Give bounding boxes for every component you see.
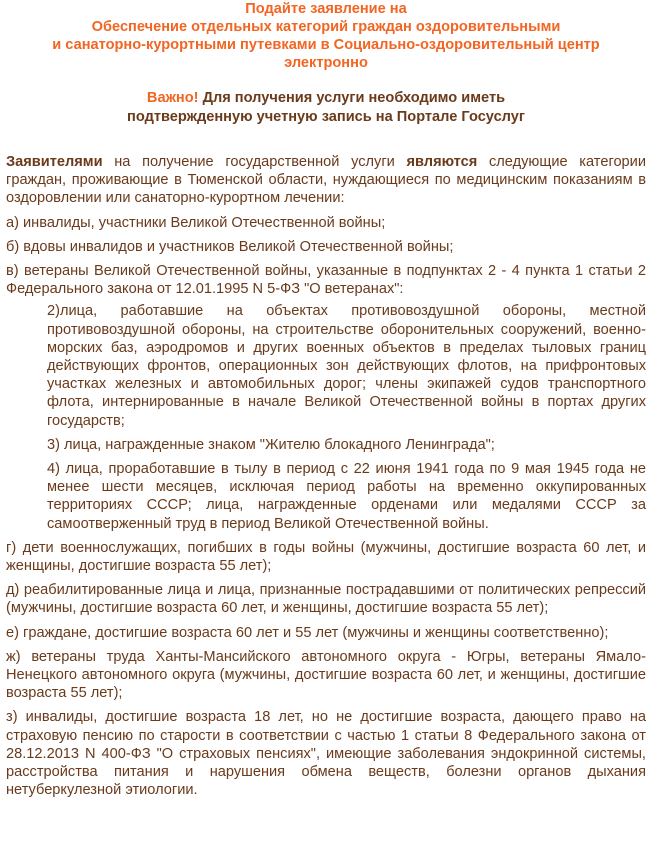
sub-list-item: 3) лица, награжденные знаком "Жителю блокадного Ленинграда"; bbox=[47, 436, 495, 453]
title-line: и санаторно-курортными путевками в Социально-оздоровительный центр bbox=[52, 37, 600, 53]
title-line: Подайте заявление на bbox=[245, 1, 407, 17]
intro-bold-are: являются bbox=[406, 154, 478, 170]
list-item: ж) ветераны труда Ханты-Мансийского автономного округа - Югры, ветераны Ямало-Ненецкого автономного округа (мужчины, достигшие возраста 60 лет, и женщины, достигшие возраста 55 лет); bbox=[6, 648, 646, 702]
sub-list-item: 4) лица, проработавшие в тылу в период с 22 июня 1941 года по 9 мая 1945 года не менее шести месяцев, исключая период работы на временно оккупированных территориях СССР; лица, награжденные орденами или медалями СССР за самоотверженный труд в период Великой Отечественной войны. bbox=[47, 461, 646, 532]
list-item: г) дети военнослужащих, погибших в годы войны (мужчины, достигшие возраста 60 лет, и женщины, достигшие возраста 55 лет); bbox=[6, 539, 646, 575]
important-text-2: подтвержденную учетную запись на Портале Госуслуг bbox=[127, 109, 525, 125]
intro-paragraph bbox=[6, 153, 646, 208]
important-notice bbox=[6, 89, 646, 127]
title-line: Обеспечение отдельных категорий граждан оздоровительными bbox=[91, 19, 561, 35]
list-item: е) граждане, достигшие возраста 60 лет и 55 лет (мужчины и женщины соответственно); bbox=[6, 624, 609, 641]
list-item: з) инвалиды, достигшие возраста 18 лет, но не достигшие возраста, дающего право на страховую пенсию по старости в соответствии с частью 1 статьи 8 Федерального закона от 28.12.2013 N 400-ФЗ "О страховых пенсиях", имеющие заболевания эндокринной системы, расстройства питания и нарушения обмена веществ, болезни органов дыхания нетуберкулезной этиологии. bbox=[6, 709, 646, 799]
important-line-1 bbox=[6, 89, 646, 108]
title-line: электронно bbox=[284, 55, 368, 71]
intro-bold-applicants: Заявителями bbox=[6, 154, 103, 170]
list-item: в) ветераны Великой Отечественной войны, указанные в подпунктах 2 - 4 пункта 1 статьи 2 Федерального закона от 12.01.1995 N 5-ФЗ "О ветеранах": bbox=[6, 263, 646, 298]
intro-text-2: следующие категории граждан, проживающие в Тюменской области, нуждающиеся по медицинским показаниям в оздоровлении или санаторно-курортном лечении: bbox=[6, 154, 646, 207]
list-item: а) инвалиды, участники Великой Отечественной войны; bbox=[6, 214, 386, 231]
page-title bbox=[6, 0, 646, 72]
list-item: д) реабилитированные лица и лица, признанные пострадавшими от политических репрессий (мужчины, достигшие возраста 60 лет, и женщины, достигшие возраста 55 лет); bbox=[6, 582, 646, 617]
important-label: Важно! bbox=[146, 90, 199, 106]
list-item: б) вдовы инвалидов и участников Великой Отечественной войны; bbox=[6, 238, 454, 255]
important-text-1: Для получения услуги необходимо иметь bbox=[198, 90, 506, 106]
sub-list-item: 2)лица, работавшие на объектах противовоздушной обороны, местной противовоздушной обороны, на строительстве оборонительных сооружений, военно-морских баз, аэродромов и других военных объектов в пределах тыловых границ действующих фронтов, операционных зон действующих флотов, на прифронтовых участках железных и автомобильных дорог; члены экипажей судов транспортного флота, интернированные в начале Великой Отечественной войны в портах других государств; bbox=[47, 303, 646, 429]
intro-text-1: на получение государственной услуги bbox=[102, 154, 407, 170]
